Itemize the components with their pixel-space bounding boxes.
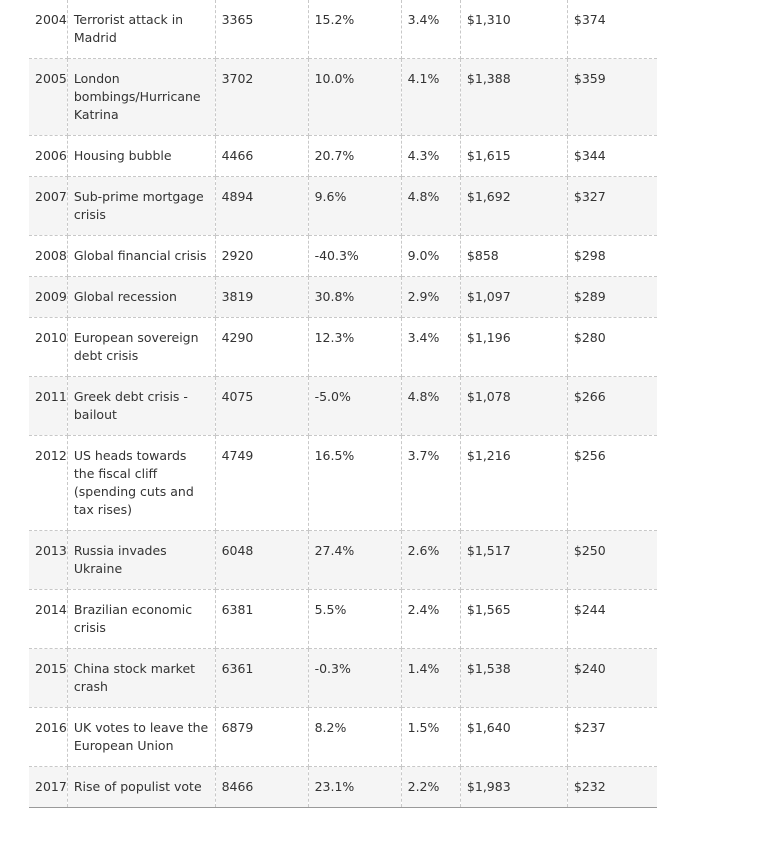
dividend-yield-cell <box>401 590 460 649</box>
dividend-yield-cell-text: 4.1% <box>407 71 440 86</box>
fee-cell-text: $344 <box>573 148 606 163</box>
table-row <box>29 531 657 590</box>
index-level-cell-text: 6048 <box>221 543 254 558</box>
fee-cell <box>567 377 657 436</box>
fee-cell-text: $256 <box>573 448 606 463</box>
investment-value-cell-text: $1,640 <box>466 720 511 735</box>
year-cell <box>29 277 67 318</box>
annual-return-cell-text: 20.7% <box>314 148 355 163</box>
annual-return-cell <box>308 649 401 708</box>
dividend-yield-cell <box>401 318 460 377</box>
year-cell-text: 2010 <box>35 330 67 345</box>
event-cell <box>67 767 215 808</box>
fee-cell <box>567 59 657 136</box>
table-row <box>29 0 657 59</box>
investment-value-cell <box>460 531 567 590</box>
annual-return-cell <box>308 59 401 136</box>
fee-cell-text: $298 <box>573 248 606 263</box>
year-cell-text: 2012 <box>35 448 67 463</box>
event-cell <box>67 136 215 177</box>
investment-value-cell-text: $1,565 <box>466 602 511 617</box>
event-cell <box>67 377 215 436</box>
investment-value-cell-text: $1,310 <box>466 12 511 27</box>
event-cell <box>67 59 215 136</box>
fee-cell-text: $359 <box>573 71 606 86</box>
fee-cell <box>567 708 657 767</box>
dividend-yield-cell-text: 3.7% <box>407 448 440 463</box>
investment-value-cell <box>460 436 567 531</box>
dividend-yield-cell <box>401 59 460 136</box>
dividend-yield-cell-text: 4.8% <box>407 389 440 404</box>
fee-cell <box>567 277 657 318</box>
table-row <box>29 649 657 708</box>
table-row <box>29 59 657 136</box>
index-level-cell-text: 4290 <box>221 330 254 345</box>
year-cell-text: 2009 <box>35 289 67 304</box>
index-level-cell <box>215 590 308 649</box>
year-cell <box>29 236 67 277</box>
table-row <box>29 590 657 649</box>
event-cell <box>67 0 215 59</box>
annual-return-cell <box>308 177 401 236</box>
fee-cell <box>567 531 657 590</box>
event-cell <box>67 708 215 767</box>
investment-value-cell <box>460 377 567 436</box>
fee-cell-text: $280 <box>573 330 606 345</box>
year-cell <box>29 318 67 377</box>
fee-cell <box>567 590 657 649</box>
index-level-cell <box>215 377 308 436</box>
market-history-table <box>29 0 657 808</box>
annual-return-cell <box>308 767 401 808</box>
year-cell <box>29 0 67 59</box>
table-row <box>29 236 657 277</box>
event-cell-text: Russia invades Ukraine <box>73 543 167 576</box>
year-cell-text: 2005 <box>35 71 67 86</box>
annual-return-cell <box>308 136 401 177</box>
event-cell-text: London bombings/Hurricane Katrina <box>73 71 201 122</box>
event-cell <box>67 649 215 708</box>
investment-value-cell <box>460 318 567 377</box>
year-cell-text: 2011 <box>35 389 67 404</box>
table-row <box>29 377 657 436</box>
year-cell-text: 2017 <box>35 779 67 794</box>
dividend-yield-cell <box>401 0 460 59</box>
dividend-yield-cell-text: 2.2% <box>407 779 440 794</box>
dividend-yield-cell-text: 2.4% <box>407 602 440 617</box>
index-level-cell-text: 3819 <box>221 289 254 304</box>
annual-return-cell-text: -0.3% <box>314 661 351 676</box>
year-cell-text: 2015 <box>35 661 67 676</box>
index-level-cell-text: 4749 <box>221 448 254 463</box>
index-level-cell-text: 3365 <box>221 12 254 27</box>
year-cell <box>29 177 67 236</box>
fee-cell-text: $327 <box>573 189 606 204</box>
fee-cell <box>567 767 657 808</box>
event-cell <box>67 318 215 377</box>
investment-value-cell <box>460 277 567 318</box>
fee-cell <box>567 236 657 277</box>
annual-return-cell-text: 9.6% <box>314 189 347 204</box>
table-row <box>29 436 657 531</box>
investment-value-cell-text: $1,078 <box>466 389 511 404</box>
investment-value-cell <box>460 59 567 136</box>
dividend-yield-cell <box>401 136 460 177</box>
index-level-cell-text: 3702 <box>221 71 254 86</box>
annual-return-cell-text: 8.2% <box>314 720 347 735</box>
event-cell <box>67 531 215 590</box>
year-cell-text: 2007 <box>35 189 67 204</box>
table-row <box>29 177 657 236</box>
fee-cell <box>567 136 657 177</box>
year-cell <box>29 708 67 767</box>
event-cell-text: Global financial crisis <box>73 248 207 263</box>
fee-cell <box>567 318 657 377</box>
year-cell <box>29 649 67 708</box>
investment-value-cell-text: $1,615 <box>466 148 511 163</box>
year-cell <box>29 59 67 136</box>
investment-value-cell-text: $1,983 <box>466 779 511 794</box>
event-cell-text: Housing bubble <box>73 148 172 163</box>
dividend-yield-cell <box>401 277 460 318</box>
annual-return-cell <box>308 0 401 59</box>
year-cell <box>29 767 67 808</box>
investment-value-cell-text: $1,216 <box>466 448 511 463</box>
event-cell-text: Terrorist attack in Madrid <box>73 12 184 45</box>
year-cell <box>29 436 67 531</box>
annual-return-cell-text: 15.2% <box>314 12 355 27</box>
event-cell-text: US heads towards the fiscal cliff (spending cuts and tax rises) <box>73 448 194 517</box>
event-cell-text: Sub-prime mortgage crisis <box>73 189 204 222</box>
index-level-cell-text: 4075 <box>221 389 254 404</box>
investment-value-cell <box>460 649 567 708</box>
fee-cell-text: $250 <box>573 543 606 558</box>
index-level-cell <box>215 318 308 377</box>
annual-return-cell-text: 12.3% <box>314 330 355 345</box>
annual-return-cell-text: 5.5% <box>314 602 347 617</box>
dividend-yield-cell-text: 9.0% <box>407 248 440 263</box>
index-level-cell <box>215 436 308 531</box>
fee-cell <box>567 436 657 531</box>
annual-return-cell-text: -40.3% <box>314 248 359 263</box>
investment-value-cell-text: $858 <box>466 248 499 263</box>
index-level-cell <box>215 0 308 59</box>
event-cell <box>67 590 215 649</box>
index-level-cell <box>215 236 308 277</box>
investment-value-cell <box>460 590 567 649</box>
fee-cell-text: $266 <box>573 389 606 404</box>
fee-cell <box>567 177 657 236</box>
annual-return-cell <box>308 277 401 318</box>
index-level-cell-text: 6381 <box>221 602 254 617</box>
annual-return-cell-text: 16.5% <box>314 448 355 463</box>
year-cell <box>29 136 67 177</box>
table-row <box>29 767 657 808</box>
index-level-cell-text: 4894 <box>221 189 254 204</box>
dividend-yield-cell <box>401 649 460 708</box>
year-cell-text: 2014 <box>35 602 67 617</box>
event-cell <box>67 277 215 318</box>
dividend-yield-cell <box>401 177 460 236</box>
event-cell <box>67 436 215 531</box>
year-cell <box>29 377 67 436</box>
index-level-cell-text: 8466 <box>221 779 254 794</box>
investment-value-cell-text: $1,196 <box>466 330 511 345</box>
dividend-yield-cell-text: 4.8% <box>407 189 440 204</box>
dividend-yield-cell <box>401 708 460 767</box>
year-cell-text: 2016 <box>35 720 67 735</box>
investment-value-cell <box>460 177 567 236</box>
table-row <box>29 708 657 767</box>
annual-return-cell-text: 27.4% <box>314 543 355 558</box>
investment-value-cell-text: $1,692 <box>466 189 511 204</box>
annual-return-cell <box>308 236 401 277</box>
dividend-yield-cell-text: 2.9% <box>407 289 440 304</box>
dividend-yield-cell-text: 4.3% <box>407 148 440 163</box>
index-level-cell <box>215 59 308 136</box>
annual-return-cell-text: -5.0% <box>314 389 351 404</box>
investment-value-cell-text: $1,517 <box>466 543 511 558</box>
fee-cell-text: $237 <box>573 720 606 735</box>
investment-value-cell <box>460 236 567 277</box>
table-row <box>29 277 657 318</box>
annual-return-cell-text: 23.1% <box>314 779 355 794</box>
fee-cell-text: $240 <box>573 661 606 676</box>
table-row <box>29 136 657 177</box>
investment-value-cell-text: $1,538 <box>466 661 511 676</box>
table-row <box>29 318 657 377</box>
event-cell-text: China stock market crash <box>73 661 196 694</box>
fee-cell-text: $374 <box>573 12 606 27</box>
annual-return-cell <box>308 708 401 767</box>
index-level-cell-text: 4466 <box>221 148 254 163</box>
dividend-yield-cell <box>401 767 460 808</box>
index-level-cell <box>215 277 308 318</box>
dividend-yield-cell-text: 1.5% <box>407 720 440 735</box>
investment-value-cell-text: $1,388 <box>466 71 511 86</box>
fee-cell <box>567 649 657 708</box>
year-cell-text: 2008 <box>35 248 67 263</box>
annual-return-cell <box>308 436 401 531</box>
investment-value-cell-text: $1,097 <box>466 289 511 304</box>
dividend-yield-cell <box>401 531 460 590</box>
event-cell-text: UK votes to leave the European Union <box>73 720 209 753</box>
event-cell <box>67 236 215 277</box>
annual-return-cell <box>308 377 401 436</box>
event-cell-text: Rise of populist vote <box>73 779 202 794</box>
investment-value-cell <box>460 0 567 59</box>
fee-cell-text: $232 <box>573 779 606 794</box>
annual-return-cell-text: 10.0% <box>314 71 355 86</box>
fee-cell-text: $289 <box>573 289 606 304</box>
investment-value-cell <box>460 708 567 767</box>
dividend-yield-cell <box>401 236 460 277</box>
dividend-yield-cell-text: 3.4% <box>407 12 440 27</box>
year-cell-text: 2004 <box>35 12 67 27</box>
index-level-cell <box>215 177 308 236</box>
investment-value-cell <box>460 136 567 177</box>
index-level-cell-text: 6361 <box>221 661 254 676</box>
year-cell-text: 2006 <box>35 148 67 163</box>
dividend-yield-cell <box>401 377 460 436</box>
fee-cell <box>567 0 657 59</box>
table-body <box>29 0 657 808</box>
index-level-cell <box>215 767 308 808</box>
index-level-cell-text: 6879 <box>221 720 254 735</box>
dividend-yield-cell-text: 1.4% <box>407 661 440 676</box>
year-cell-text: 2013 <box>35 543 67 558</box>
event-cell-text: Brazilian economic crisis <box>73 602 193 635</box>
dividend-yield-cell-text: 3.4% <box>407 330 440 345</box>
year-cell <box>29 531 67 590</box>
event-cell-text: Greek debt crisis - bailout <box>73 389 188 422</box>
index-level-cell <box>215 136 308 177</box>
investment-value-cell <box>460 767 567 808</box>
dividend-yield-cell-text: 2.6% <box>407 543 440 558</box>
event-cell <box>67 177 215 236</box>
year-cell <box>29 590 67 649</box>
dividend-yield-cell <box>401 436 460 531</box>
annual-return-cell <box>308 590 401 649</box>
annual-return-cell <box>308 318 401 377</box>
annual-return-cell-text: 30.8% <box>314 289 355 304</box>
index-level-cell <box>215 531 308 590</box>
fee-cell-text: $244 <box>573 602 606 617</box>
index-level-cell <box>215 708 308 767</box>
index-level-cell <box>215 649 308 708</box>
annual-return-cell <box>308 531 401 590</box>
event-cell-text: Global recession <box>73 289 177 304</box>
event-cell-text: European sovereign debt crisis <box>73 330 199 363</box>
index-level-cell-text: 2920 <box>221 248 254 263</box>
